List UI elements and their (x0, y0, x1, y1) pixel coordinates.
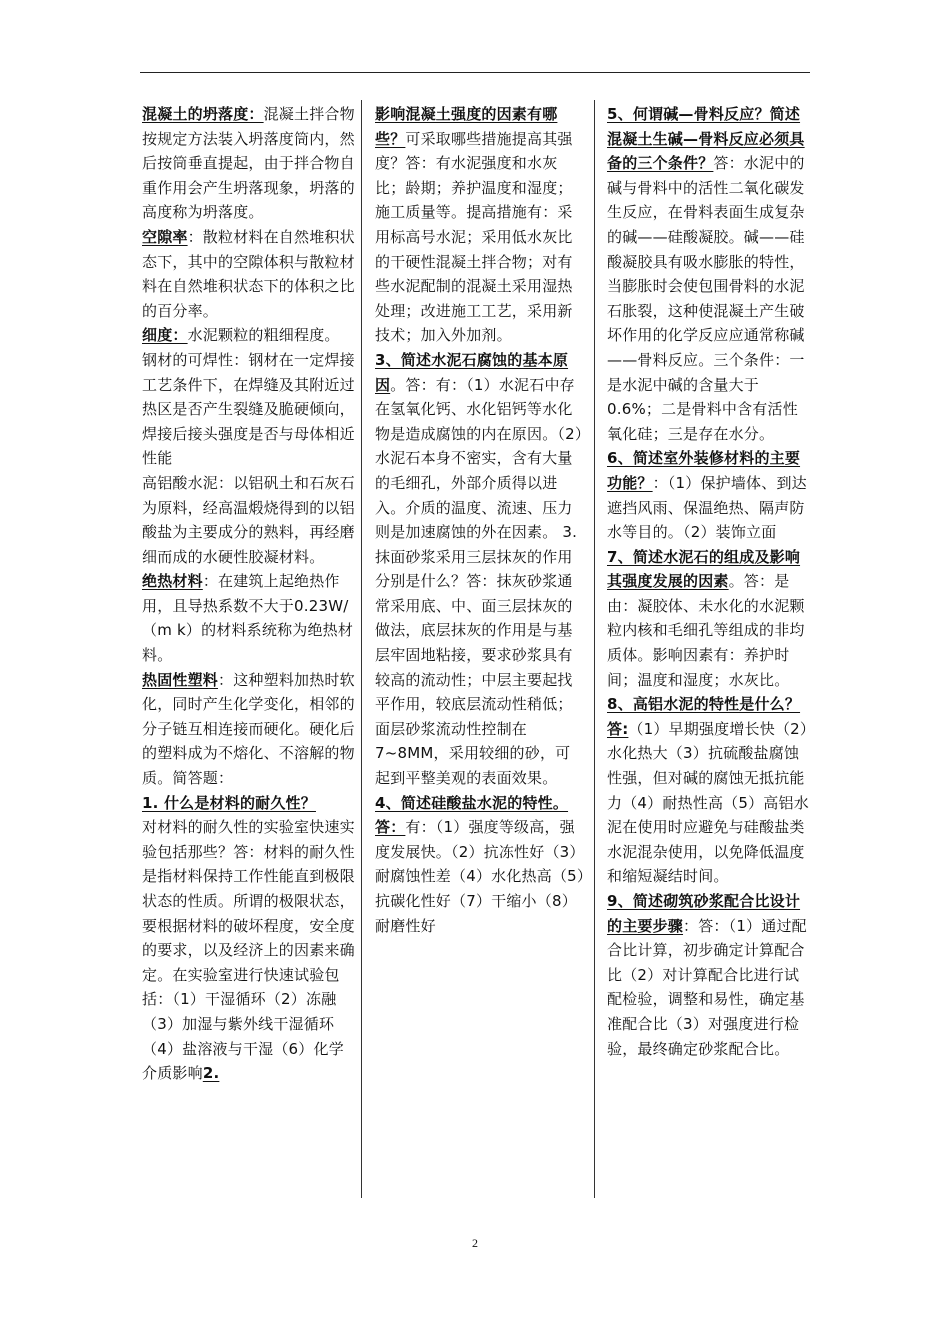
column-divider-2 (594, 100, 595, 1198)
question-heading: 4、简述硅酸盐水泥的特性。 (375, 793, 569, 812)
term-definition: 混凝土拌合物按规定方法装入坍落度筒内，然后按筒垂直提起，由于拌合物自重作用会产生坍落现象，坍落的高度称为坍落度。 (142, 105, 355, 222)
question-answer: （1）早期强度增长快（2）水化热大（3）抗硫酸盐腐蚀性强，但对碱的腐蚀无抵抗能力（4）耐热性高（5）高铝水泥在使用时应避免与硅酸盐类水泥混杂使用，以免降低温度和缩短凝结时间。 (607, 719, 809, 886)
paragraph-question-5 (607, 102, 812, 446)
question-answer: 可采取哪些措施提高其强度？答：有水泥强度和水灰比；龄期；养护温度和湿度；施工质量等。提高措施有：采用标高号水泥；采用低水灰比的干硬性混凝土拌合物；对有些水泥配制的混凝土采用湿热处理；改进施工工艺，采用新技术；加入外加剂。 (375, 129, 573, 345)
question-heading: 7、简述水泥石的组成及影响其强度发展的因素 (607, 547, 801, 591)
question-heading: 1. 什么是材料的耐久性？ (142, 793, 316, 812)
question-number-tail: 2. (202, 1064, 220, 1083)
paragraph-insulation (142, 569, 356, 667)
question-heading: 8、高铝水泥的特性是什么？ (607, 695, 801, 714)
term-heading: 绝热材料 (142, 572, 203, 591)
question-answer: 有：（1）强度等级高，强度发展快。（2）抗冻性好（3）耐腐蚀性差（4）水化热高（5）抗碳化性好（7）干缩小（8）耐磨性好 (375, 818, 585, 935)
paragraph-question-4 (375, 791, 585, 816)
paragraph-porosity (142, 225, 356, 323)
paragraph-fineness (142, 323, 356, 348)
paragraph-question-1 (142, 791, 356, 1086)
question-answer: 。答：有：（1）水泥石中存在氢氧化钙、水化铝钙等水化物是造成腐蚀的内在原因。（2）水泥石本身不密实，含有大量的毛细孔，外部介质得以进入。介质的温度、流速、压力则是加速腐蚀的外在因素。 3. 抹面砂浆采用三层抹灰的作用分别是什么？答：抹灰砂浆通常采用底、中、面三层抹灰的做法，底层抹灰的作用是与基层牢固地粘接，要求砂浆具有较高的流动性；中层主要起找平作用，较底层流动性稍低；面层砂浆流动性控制在 7~8MM，采用较细的砂，可起到平整美观的表面效果。 (375, 375, 583, 788)
term-heading: 混凝土的坍落度： (142, 105, 264, 123)
answer-label: 答: (607, 719, 629, 738)
paragraph-aluminate-cement: 高铝酸水泥：以铝矾土和石灰石为原料，经高温煅烧得到的以铝酸盐为主要成分的熟料，再经磨细而成的水硬性胶凝材料。 (142, 473, 355, 566)
question-answer: 对材料的耐久性的实验室快速实验包括那些？答：材料的耐久性是指材料保持工作性能直到极限状态的性质。所谓的极限状态，要根据材料的破坏程度，安全度的要求，以及经济上的因素来确定。在实验室进行快速试验包括：（1）干湿循环（2）冻融（3）加湿与紫外线干湿循环（4）盐溶液与干湿（6）化学介质影响 (142, 818, 355, 1083)
header-rule (140, 72, 810, 73)
question-heading: 5、何谓碱—骨料反应？简述混凝土生碱—骨料反应必须具备的三个条件？ (607, 105, 805, 173)
term-definition: ：散粒材料在自然堆积状态下，其中的空隙体积与散粒材料在自然堆积状态下的体积之比的百分率。 (142, 227, 355, 320)
paragraph-weldability: 钢材的可焊性：钢材在一定焊接工艺条件下，在焊缝及其附近过热区是否产生裂缝及脆硬倾向，焊接后接头强度是否与母体相近性能 (142, 350, 355, 468)
column-1 (142, 102, 356, 1086)
term-definition: ：这种塑料加热时软化，同时产生化学变化，相邻的分子链互相连接而硬化。硬化后的塑料成为不熔化、不溶解的物质。简答题： (142, 670, 355, 788)
paragraph-question-8 (607, 692, 812, 717)
paragraph-thermoset (142, 668, 356, 791)
column-3 (607, 102, 812, 1061)
paragraph-question-6 (607, 446, 812, 544)
question-answer: 。答：是由：凝胶体、未水化的水泥颗粒内核和毛细孔等组成的非均质体。影响因素有：养护时间；温度和湿度；水灰比。 (607, 572, 805, 689)
term-heading: 空隙率 (142, 227, 188, 246)
column-2 (375, 102, 585, 938)
term-heading: 细度： (142, 326, 188, 345)
paragraph-answer-4 (375, 815, 585, 938)
question-answer: 答：水泥中的碱与骨料中的活性二氧化碳发生反应，在骨料表面生成复杂的碱——硅酸凝胶。碱——硅酸凝胶具有吸水膨胀的特性，当膨胀时会使包围骨料的水泥石胀裂，这种使混凝土产生破坏作用的化学反应应通常称碱——骨料反应。三个条件：一是水泥中碱的含量大于 0.6%；二是骨料中含有活性氧化硅；三是存在水分。 (607, 154, 805, 443)
paragraph-question-3 (375, 348, 585, 791)
page-number: 2 (472, 1236, 478, 1250)
term-definition: 水泥颗粒的粗细程度。 (187, 326, 340, 345)
question-heading: 影响混凝土强度的因素有哪些？ (375, 105, 558, 148)
paragraph-slump (142, 102, 356, 225)
paragraph-question-9 (607, 889, 812, 1061)
question-heading: 3、简述水泥石腐蚀的基本原因 (375, 350, 569, 394)
question-heading: 6、简述室外装修材料的主要功能？ (607, 449, 801, 492)
paragraph-answer-8 (607, 717, 812, 889)
term-definition: ：在建筑上起绝热作用，且导热系数不大于0.23W/（m k）的材料系统称为绝热材料。 (142, 572, 354, 665)
paragraph-question-2 (375, 102, 585, 348)
question-answer: ：答：（1）通过配合比计算，初步确定计算配合比（2）对计算配合比进行试配检验，调整和易性，确定基准配合比（3）对强度进行检验，最终确定砂浆配合比。 (607, 916, 807, 1058)
term-heading: 热固性塑料 (142, 670, 219, 689)
paragraph-question-7 (607, 545, 812, 693)
question-answer: ：（1）保护墙体、到达遮挡风雨、保温绝热、隔声防水等目的。（2）装饰立面 (607, 473, 807, 542)
column-divider-1 (361, 100, 362, 1198)
answer-label: 答： (375, 818, 406, 837)
question-heading: 9、简述砌筑砂浆配合比设计的主要步骤 (607, 892, 801, 935)
